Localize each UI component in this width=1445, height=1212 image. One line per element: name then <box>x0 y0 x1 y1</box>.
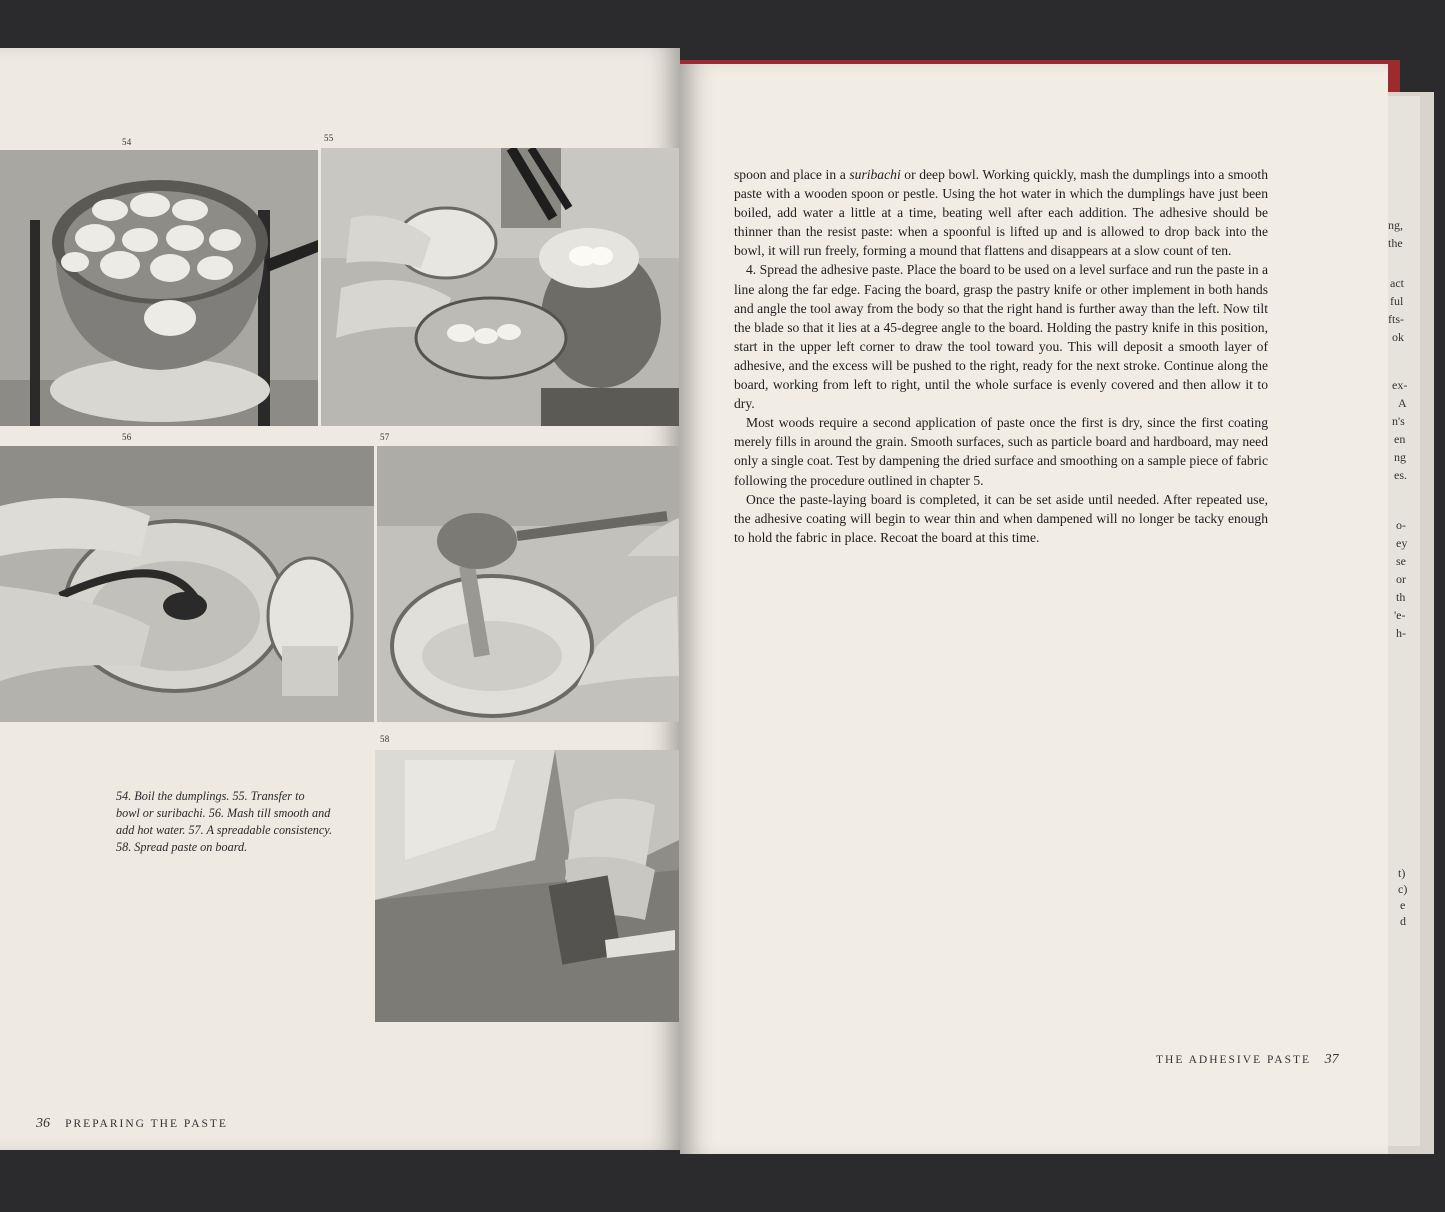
body-text <box>734 165 1268 547</box>
photo-caption <box>116 788 366 856</box>
photo-mash-dumplings <box>0 446 374 722</box>
paragraph: 4. Spread the adhesive paste. Place the board to be used on a level surface and run the paste in a line along the far edge. Facing the board, grasp the pastry knife or other implement in both hands and angle the tool away from the body so that the right hand is further away than the left. Now tilt the blade so that it lies at a 45-degree angle to the board. Holding the pastry knife in this position, start in the upper left corner to draw the tool toward you. This will deposit a smooth layer of adhesive, and the excess will be pushed to the right, ready for the next stroke. Continue along the board, working from left to right, until the whole surface is evenly covered and then allow it to dry. <box>734 262 1268 412</box>
running-head: PREPARING THE PASTE <box>65 1118 228 1130</box>
italic-term: suribachi <box>849 167 901 182</box>
photo-spreadable-consistency <box>377 446 679 722</box>
figure-number: 55 <box>324 133 334 143</box>
running-head: THE ADHESIVE PASTE <box>1156 1054 1312 1066</box>
peek-line: d <box>1400 914 1406 928</box>
page-number: 37 <box>1324 1052 1339 1067</box>
peek-line: se <box>1396 554 1406 568</box>
figure-number: 54 <box>122 137 132 147</box>
peek-line: ng <box>1394 450 1406 464</box>
next-page-edge <box>1384 96 1420 1146</box>
photo-transfer-to-bowl <box>321 148 679 426</box>
peek-line: ng, <box>1388 218 1403 232</box>
paragraph: spoon and place in a suribachi or deep bowl. Working quickly, mash the dumplings into a smooth paste with a wooden spoon or pestle. Using the hot water in which the dumplings have just been boiled, add water a little at a time, beating well after each addition. The adhesive should be thinner than the resist paste: when a spoonful is lifted up and is allowed to drop back into the bowl, it will run freely, forming a mound that flattens and disappears at a slow count of ten. <box>734 167 1268 259</box>
figure-number: 56 <box>122 432 132 442</box>
caption-line: add hot water. 57. A spreadable consistency. <box>116 823 333 837</box>
paragraph: Once the paste-laying board is completed, it can be set aside until needed. After repeated use, the adhesive coating will begin to wear thin and when dampened will no longer be tacky enough to hold the fabric in place. Recoat the board at this time. <box>734 491 1268 545</box>
caption-line: 54. Boil the dumplings. 55. Transfer to <box>116 789 305 803</box>
peek-line: fts- <box>1388 312 1404 326</box>
peek-line: ok <box>1392 330 1404 344</box>
peek-line: es. <box>1394 468 1407 482</box>
peek-line: 'e- <box>1394 608 1406 622</box>
peek-line: ex- <box>1392 378 1408 392</box>
peek-line: en <box>1394 432 1406 446</box>
peek-line: c) <box>1398 882 1408 896</box>
peek-line: e <box>1400 898 1406 912</box>
paragraph: Most woods require a second application of paste once the first is dry, since the first coating merely fills in around the grain. Smooth surfaces, such as particle board and hardboard, may need only a single coat. Test by dampening the dried surface and smoothing on a sample piece of fabric following the procedure outlined in chapter 5. <box>734 415 1268 488</box>
peek-line: ey <box>1396 536 1408 550</box>
figure-number: 58 <box>380 734 390 744</box>
peek-line: the <box>1388 236 1403 250</box>
peek-line: th <box>1396 590 1406 604</box>
left-page <box>0 48 680 1150</box>
peek-line: ful <box>1390 294 1404 308</box>
peek-line: or <box>1396 572 1406 586</box>
caption-line: bowl or suribachi. 56. Mash till smooth and <box>116 806 331 820</box>
caption-line: 58. Spread paste on board. <box>116 840 248 854</box>
photo-spread-paste-on-board <box>375 750 679 1022</box>
peek-line: n's <box>1392 414 1405 428</box>
peek-line: act <box>1390 276 1404 290</box>
peek-line: t) <box>1398 866 1406 880</box>
left-page-footer <box>36 1116 228 1132</box>
peek-line: o- <box>1396 518 1406 532</box>
photo-boiling-dumplings <box>0 150 318 426</box>
right-page-footer <box>1156 1052 1339 1068</box>
page-number: 36 <box>36 1116 50 1131</box>
peek-line: h- <box>1396 626 1406 640</box>
figure-number: 57 <box>380 432 390 442</box>
peek-line: A <box>1398 396 1407 410</box>
